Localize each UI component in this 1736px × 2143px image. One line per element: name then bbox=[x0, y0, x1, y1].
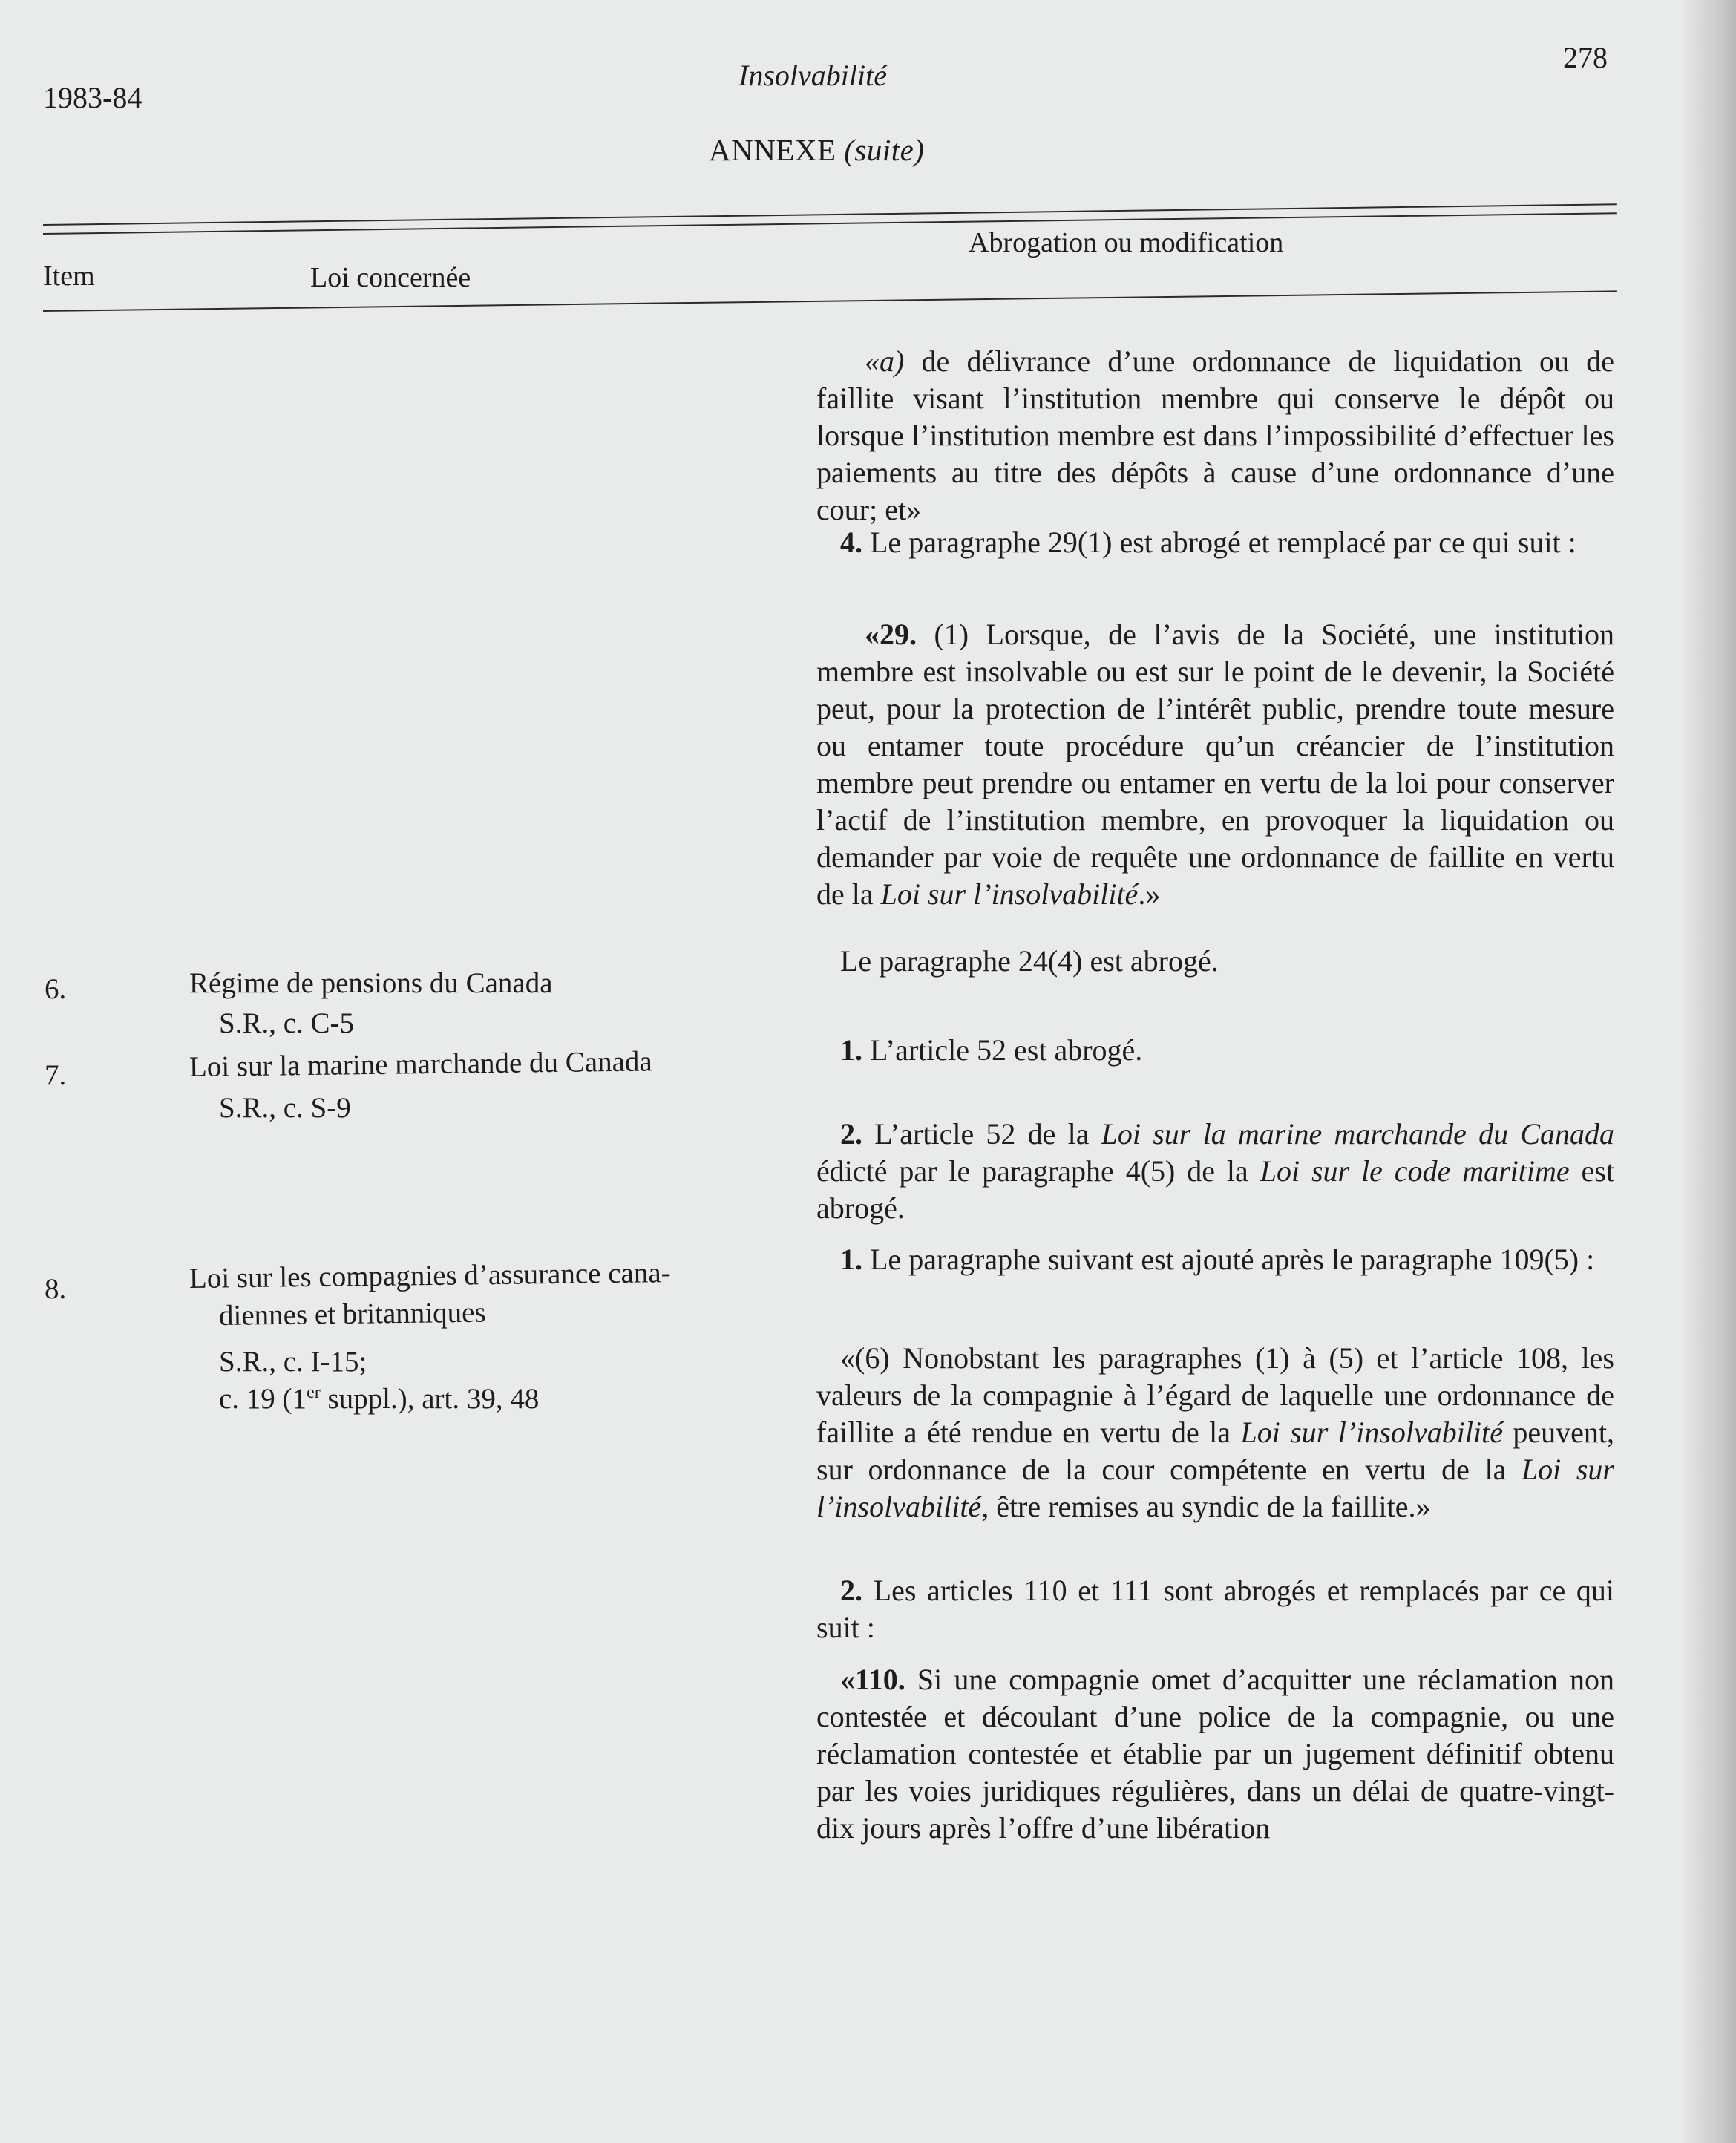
column-header-act: Loi concernée bbox=[310, 262, 471, 293]
item-7-amendment-1 bbox=[840, 1032, 1612, 1069]
amendment-4-text: Le paragraphe 29(1) est abrogé et remplacé par ce qui suit : bbox=[862, 526, 1576, 559]
section-110 bbox=[816, 1661, 1614, 1847]
annex-title-text: ANNEXE bbox=[709, 133, 836, 167]
table-header-bottom-rule bbox=[43, 290, 1617, 312]
item-ref-8-line1: S.R., c. I-15; bbox=[219, 1346, 367, 1378]
table-top-rule-2 bbox=[43, 212, 1617, 235]
item-8-amendment-1-text: Le paragraphe suivant est ajouté après le paragraphe 109(5) : bbox=[862, 1243, 1595, 1276]
item-act-8-line2: diennes et britanniques bbox=[218, 1296, 486, 1332]
item-act-7: Loi sur la marine marchande du Canada bbox=[189, 1045, 652, 1083]
item-7-amendment-1-number: 1. bbox=[840, 1033, 862, 1067]
item-7-amendment-2 bbox=[816, 1116, 1614, 1227]
section-29-act: Loi sur l’insolvabilité bbox=[880, 877, 1139, 911]
item-7-amendment-2-number: 2. bbox=[840, 1117, 862, 1151]
header-title: Insolvabilité bbox=[738, 59, 887, 92]
item-7-amendment-2-text1: L’article 52 de la bbox=[862, 1117, 1101, 1151]
item-ref-7: S.R., c. S-9 bbox=[219, 1092, 351, 1124]
paragraph-a-delivrance bbox=[816, 343, 1614, 529]
subsection-109-6-text2: peuvent, sur ordonnance de la cour compétente en vertu de la bbox=[816, 1416, 1615, 1486]
subsection-109-6-act1: Loi sur l’insolvabilité bbox=[1240, 1416, 1503, 1449]
page-number: 278 bbox=[1563, 41, 1608, 74]
subsection-109-6-text3: , être remises au syndic de la faillite.» bbox=[981, 1490, 1431, 1523]
item-ref-8-sup: er bbox=[307, 1383, 321, 1402]
annex-title bbox=[709, 132, 925, 168]
paragraph-a-label: «a) bbox=[865, 344, 905, 378]
amendment-4 bbox=[816, 524, 1614, 561]
item-number-7: 7. bbox=[45, 1059, 67, 1091]
column-header-item: Item bbox=[43, 261, 95, 292]
section-29-text: (1) Lorsque, de l’avis de la Société, une institution membre est insolvable ou est sur le point de le devenir, la Société peut, pour la protection de l’intérêt public, prendre toute mesure ou entamer toute procédure qu’un créancier de l’institution membre peut prendre ou entamer en vertu de la loi pour conserver l’actif de l’institution membre, en provoquer la liquidation ou demander par voie de requête une ordonnance de faillite en vertu de la bbox=[816, 618, 1614, 911]
section-110-text: Si une compagnie omet d’acquitter une réclamation non contestée et découlant d’une police de la compagnie, ou une réclamation contestée et établie par un jugement définitif obtenu par les voies juridiques régulières, dans un délai de quatre-vingt-dix jours après l’offre d’une libération bbox=[816, 1663, 1614, 1845]
item-number-6: 6. bbox=[45, 973, 67, 1005]
item-ref-8-line2 bbox=[219, 1382, 539, 1416]
section-29-end: .» bbox=[1138, 877, 1161, 911]
item-7-amendment-2-text3: est abrogé. bbox=[816, 1154, 1614, 1225]
subsection-109-6-act2: Loi sur l’insolvabilité bbox=[816, 1453, 1614, 1523]
item-8-amendment-1 bbox=[816, 1241, 1614, 1278]
section-110-number: «110. bbox=[840, 1663, 905, 1696]
item-6-amendment: Le paragraphe 24(4) est abrogé. bbox=[840, 944, 1219, 978]
amendment-4-number: 4. bbox=[840, 526, 862, 559]
header-year: 1983-84 bbox=[43, 81, 143, 114]
subsection-109-6 bbox=[816, 1340, 1614, 1525]
item-8-amendment-2-text: Les articles 110 et 111 sont abrogés et remplacés par ce qui suit : bbox=[816, 1574, 1614, 1644]
item-7-amendment-1-text: L’article 52 est abrogé. bbox=[862, 1033, 1143, 1067]
item-ref-6: S.R., c. C-5 bbox=[219, 1007, 355, 1039]
item-ref-8-post: suppl.), art. 39, 48 bbox=[320, 1383, 540, 1415]
item-ref-8-pre: c. 19 (1 bbox=[219, 1383, 307, 1415]
column-header-amendment: Abrogation ou modification bbox=[969, 227, 1284, 258]
section-29 bbox=[816, 616, 1614, 913]
item-act-6: Régime de pensions du Canada bbox=[189, 967, 553, 999]
section-29-number: «29. bbox=[865, 618, 917, 651]
item-8-amendment-2 bbox=[816, 1572, 1614, 1646]
page-edge-shadow bbox=[1684, 0, 1736, 2143]
item-8-amendment-1-number: 1. bbox=[840, 1243, 862, 1276]
item-8-amendment-2-number: 2. bbox=[840, 1574, 862, 1607]
item-7-amendment-2-act2: Loi sur le code maritime bbox=[1260, 1154, 1570, 1188]
item-7-amendment-2-act1: Loi sur la marine marchande du Canada bbox=[1101, 1117, 1614, 1151]
annex-title-suffix: (suite) bbox=[844, 133, 925, 167]
item-act-8-line1: Loi sur les compagnies d’assurance cana- bbox=[189, 1257, 671, 1295]
item-number-8: 8. bbox=[45, 1273, 67, 1305]
subsection-109-6-text1: «(6) Nonobstant les paragraphes (1) à (5) et l’article 108, les valeurs de la compagnie à l’égard de laquelle une ordonnance de faillite a été rendue en vertu de la bbox=[816, 1341, 1614, 1449]
paragraph-a-text: de délivrance d’une ordonnance de liquidation ou de faillite visant l’institution membre qui conserve le dépôt ou lorsque l’institution membre est dans l’impossibilité d’effectuer les paiements au titre des dépôts à cause d’une ordonnance d’une cour; et» bbox=[816, 344, 1614, 526]
item-7-amendment-2-text2: édicté par le paragraphe 4(5) de la bbox=[816, 1154, 1260, 1188]
